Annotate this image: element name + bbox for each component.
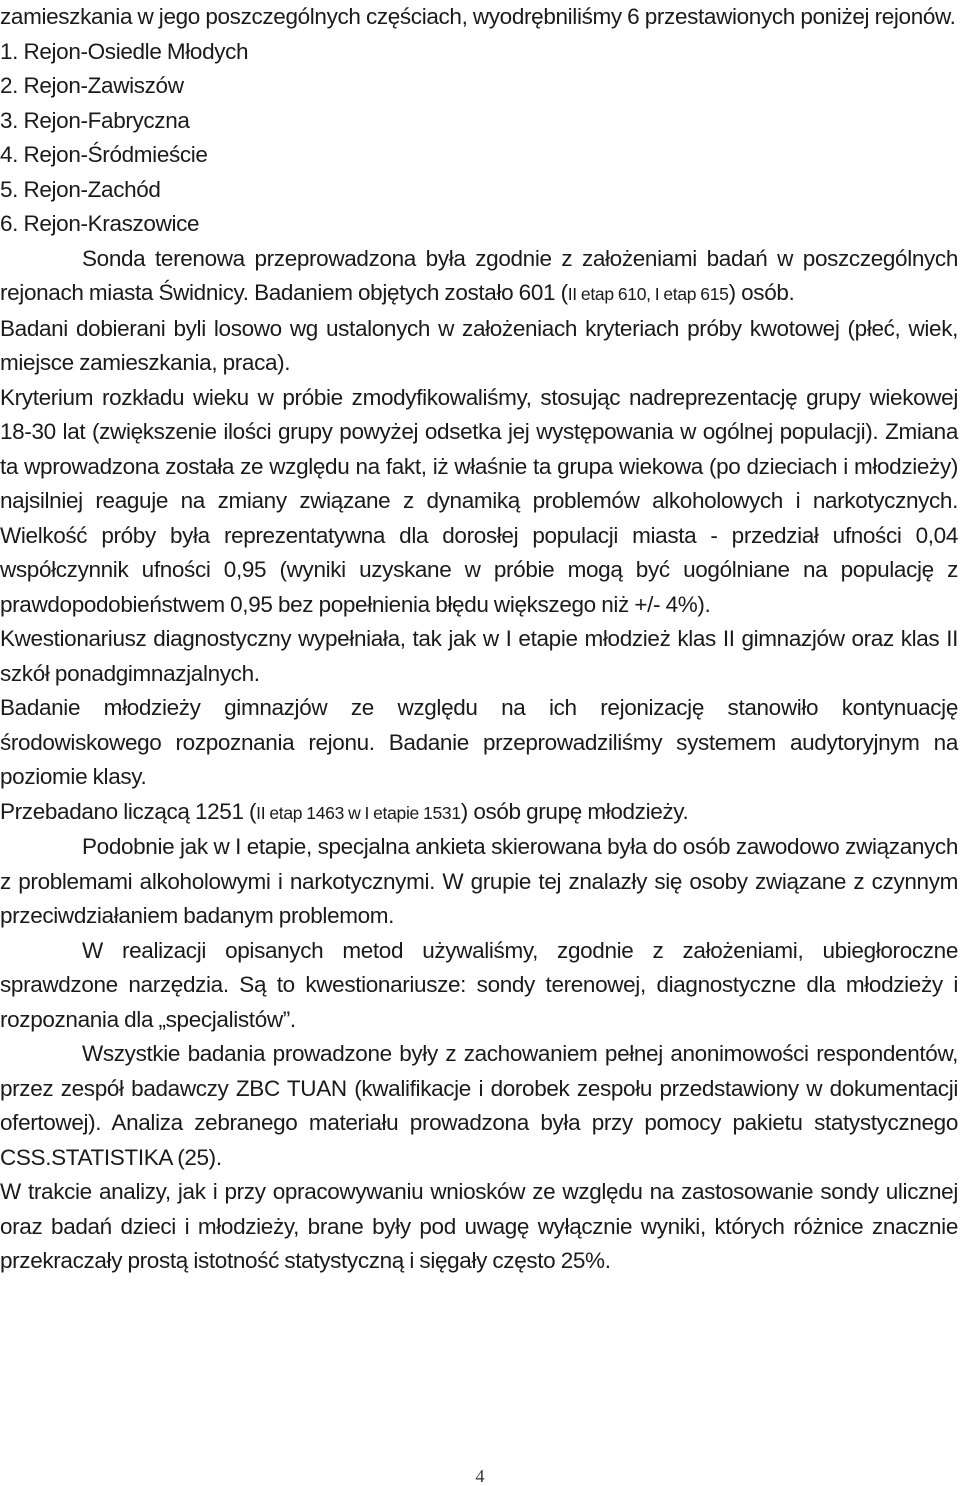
sonda-text: Sonda terenowa przeprowadzona była zgodnie z założeniami badań w poszczególnych rejonach miasta Świdnicy. Badaniem objętych zostało 601 [0,245,958,305]
realizacji-paragraph: W realizacji opisanych metod używaliśmy, zgodnie z założeniami, ubiegłoroczne sprawdzone narzędzia. Są to kwestionariusze: sondy terenowej, diagnostyczne dla młodzieży i rozpoznania dla „specjalistów”. [0,937,958,1032]
intro-paragraph: zamieszkania w jego poszczególnych częściach, wyodrębniliśmy 6 przestawionych poniżej rejonów. [0,4,956,29]
region-item: 5. Rejon-Zachód [0,176,161,202]
regions-list [0,35,960,242]
przebadano-paragraph [0,795,960,831]
region-item: 3. Rejon-Fabryczna [0,107,190,133]
przebadano-stages-note: II etap 1463 w I etapie 1531 [256,802,461,823]
gimnazja-paragraph: Badanie młodzieży gimnazjów ze względu na ich rejonizację stanowiło kontynuację środowiskowego rozpoznania rejonu. Badanie przeprowadziliśmy systemem audytoryjnym na poziomie klasy. [0,695,958,789]
sonda-text-end: ) osób. [728,280,795,305]
region-item: 2. Rejon-Zawiszów [0,73,184,98]
podobnie-paragraph: Podobnie jak w I etapie, specjalna ankieta skierowana była do osób zawodowo związanych z problemami alkoholowymi i narkotycznymi. W grupie tej znalazły się osoby związane z czynnym przeciwdziałaniem badanym problemom. [0,834,958,928]
sonda-paren: ( [560,280,568,305]
przebadano-text: Przebadano liczącą 1251 ( [0,798,257,824]
kwestionariusz-paragraph: Kwestionariusz diagnostyczny wypełniała, tak jak w I etapie młodzież klas II gimnazjów oraz klas II szkół ponadgimnazjalnych. [0,626,958,686]
sonda-paragraph [0,242,960,312]
przebadano-text-end: ) osób grupę młodzieży. [460,798,689,824]
wszystkie-paragraph: Wszystkie badania prowadzone były z zachowaniem pełnej anonimowości respondentów, przez zespół badawczy ZBC TUAN (kwalifikacje i dorobek zespołu przedstawiony w dokumentacji ofertowej). Analiza zebranego materiału prowadzona była przy pomocy pakietu statystycznego CSS.STATISTIKA (25). [0,1041,958,1170]
region-item: 6. Rejon-Kraszowice [0,211,200,236]
region-item: 1. Rejon-Osiedle Młodych [0,38,249,64]
page-number: 4 [475,1466,485,1486]
badani-paragraph: Badani dobierani byli losowo wg ustalonych w założeniach kryteriach próby kwotowej (płeć, wiek, miejsce zamieszkania, praca). [0,315,958,375]
region-item: 4. Rejon-Śródmieście [0,142,208,167]
trakcie-paragraph: W trakcie analizy, jak i przy opracowywaniu wniosków ze względu na zastosowanie sondy ulicznej oraz badań dzieci i młodzieży, brane były pod uwagę wyłącznie wyniki, których różnice znacznie przekraczały prostą istotność statystyczną i sięgały często 25%. [0,1179,958,1273]
sonda-stages-note: II etap 610, I etap 615 [567,284,729,304]
kryterium-paragraph: Kryterium rozkładu wieku w próbie zmodyfikowaliśmy, stosując nadreprezentację grupy wiekowej 18-30 lat (zwiększenie ilości grupy powyżej odsetka jej występowania w ogólnej populacji). Zmiana ta wprowadzona została ze względu na fakt, iż właśnie ta grupa wiekowa (po dzieciach i młodzieży) najsilniej reaguje na zmiany związane z dynamiką problemów alkoholowych i narkotycznych. Wielkość próby była reprezentatywna dla dorosłej populacji miasta - przedział ufności 0,04 współczynnik ufności 0,95 (wyniki uzyskane w próbie mogą być uogólniane na populację z prawdopodobieństwem 0,95 bez popełnienia błędu większego niż +/- 4%). [0,384,958,617]
